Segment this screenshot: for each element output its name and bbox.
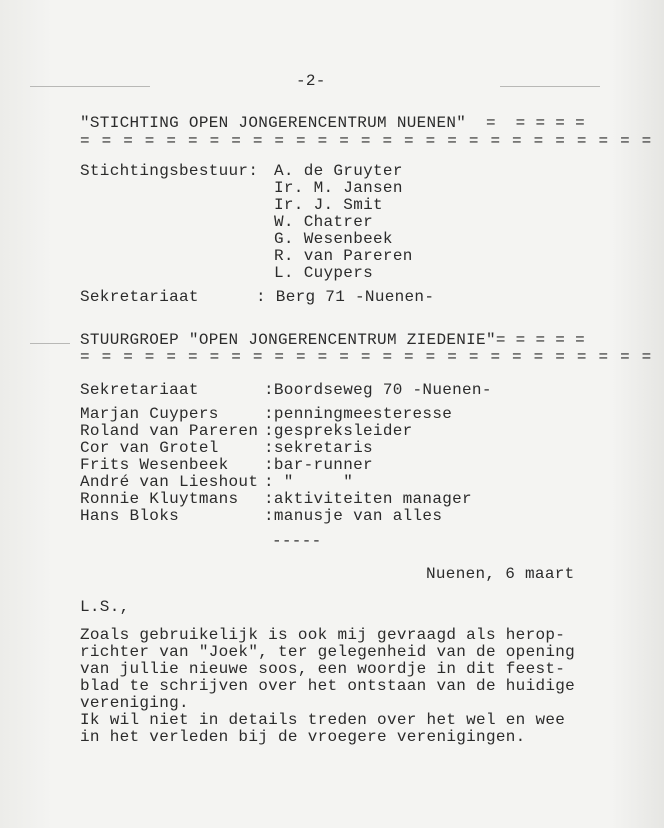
committee-member-role: : " "	[264, 473, 354, 491]
secretariat1-label: Sekretariaat	[80, 288, 199, 306]
letter-line: Zoals gebruikelijk is ook mij gevraagd als herop-	[80, 626, 566, 644]
committee-member-role: :sekretaris	[264, 439, 373, 457]
page-number: -2-	[296, 72, 326, 90]
committee-member-role: :gespreksleider	[264, 422, 413, 440]
committee-member-name: Marjan Cuypers	[80, 405, 219, 423]
board-member: Ir. M. Jansen	[274, 179, 403, 197]
letter-date: Nuenen, 6 maart	[426, 565, 575, 583]
scan-artifact-line	[30, 343, 70, 344]
letter-line: blad te schrijven over het ontstaan van de huidige	[80, 677, 576, 695]
board-member: A. de Gruyter	[274, 162, 403, 180]
section1-underline: = = = = = = = = = = = = = = = = = = = = = = = = = = =	[80, 132, 653, 150]
section2-underline: = = = = = = = = = = = = = = = = = = = = = = = = = = =	[80, 348, 653, 366]
committee-member-role: :manusje van alles	[264, 507, 443, 525]
committee-member-name: André van Lieshout	[80, 473, 259, 491]
board-member: R. van Pareren	[274, 247, 413, 265]
board-member: L. Cuypers	[274, 264, 374, 282]
secretariat1-value: : Berg 71 -Nuenen-	[256, 288, 435, 306]
committee-member-name: Ronnie Kluytmans	[80, 490, 239, 508]
board-label: Stichtingsbestuur:	[80, 162, 259, 180]
committee-member-name: Roland van Pareren	[80, 422, 259, 440]
letter-line: in het verleden bij de vroegere verenigingen.	[80, 728, 526, 746]
board-member: W. Chatrer	[274, 213, 374, 231]
separator: -----	[272, 532, 322, 550]
section1-heading: "STICHTING OPEN JONGERENCENTRUM NUENEN" = = = = =	[80, 114, 585, 132]
committee-member-role: :bar-runner	[264, 456, 373, 474]
letter-line: van jullie nieuwe soos, een woordje in dit feest-	[80, 660, 566, 678]
committee-member-role: :penningmeesteresse	[264, 405, 453, 423]
letter-line: Ik wil niet in details treden over het wel en wee	[80, 711, 566, 729]
letter-line: vereniging.	[80, 694, 189, 712]
committee-member-name: Hans Bloks	[80, 507, 180, 525]
committee-member-name: Cor van Grotel	[80, 439, 219, 457]
salutation: L.S.,	[80, 598, 130, 616]
secretariat2-value: :Boordseweg 70 -Nuenen-	[264, 381, 492, 399]
committee-member-name: Frits Wesenbeek	[80, 456, 229, 474]
board-member: Ir. J. Smit	[274, 196, 383, 214]
section2-heading: STUURGROEP "OPEN JONGERENCENTRUM ZIEDENIE"= = = = =	[80, 331, 585, 349]
letter-line: richter van "Joek", ter gelegenheid van de opening	[80, 643, 576, 661]
board-member: G. Wesenbeek	[274, 230, 393, 248]
committee-member-role: :aktiviteiten manager	[264, 490, 472, 508]
secretariat2-label: Sekretariaat	[80, 381, 199, 399]
scan-artifact-line	[500, 86, 600, 87]
scan-artifact-line	[30, 86, 150, 87]
